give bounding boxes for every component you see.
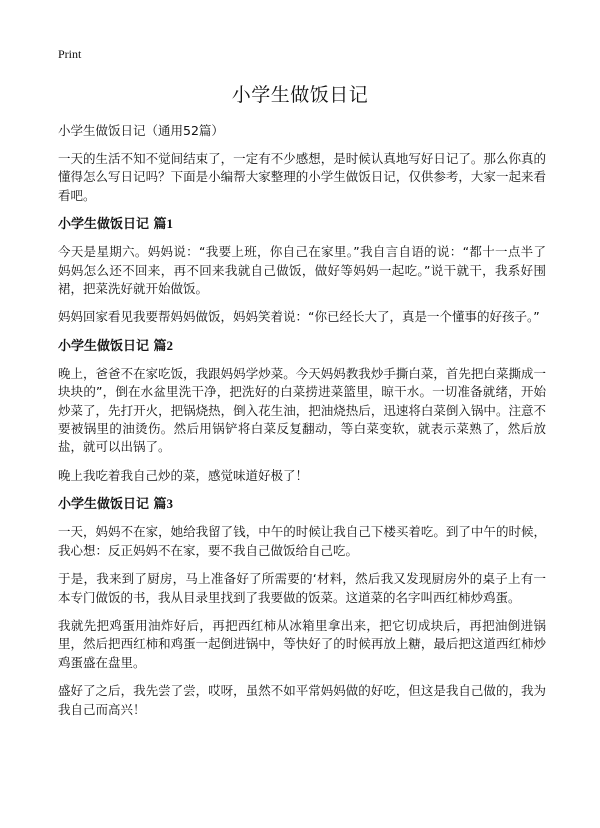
section-2-paragraph-2: 晚上我吃着我自己炒的菜，感觉味道好极了！ [58, 467, 309, 483]
section-heading-text: 小学生做饭日记 篇 [58, 217, 167, 233]
page-title: 小学生做饭日记 [231, 84, 369, 106]
section-2-paragraph-1: 晚上，爸爸不在家吃饭，我跟妈妈学炒菜。今天妈妈教我炒手撕白菜，首先把白菜撕成一块块的”，倒在水盆里洗干净，把洗好的白菜捞进菜篮里，晾干水。一切准备就绪，开始炒菜了，先打开火，把锅烧热，倒入花生油，把油烧热后，迅速将白菜倒入锅中。注意不要被锅里的油烫伤。然后用锅铲将白菜反复翻动，等白菜变软，就表示菜熟了，然后放盐，就可以出锅了。 [58, 365, 546, 455]
section-heading-2 [58, 337, 546, 356]
section-number: 3 [166, 496, 174, 512]
section-heading-text: 小学生做饭日记 篇 [58, 497, 167, 513]
section-heading-3 [58, 495, 546, 514]
article-subtitle: 小学生做饭日记（通用52篇） [58, 123, 224, 138]
section-number: 2 [166, 337, 174, 353]
section-3-paragraph-3: 我就先把鸡蛋用油炸好后，再把西红柿从冰箱里拿出来，把它切成块后，再把油倒进锅里，然后把西红柿和鸡蛋一起倒进锅中，等快好了的时候再放上糖，最后把这道西红柿炒鸡蛋盛在盘里。 [58, 617, 546, 670]
section-3-paragraph-1: 一天，妈妈不在家，她给我留了钱，中午的时候让我自己下楼买着吃。到了中午的时候，我心想：反正妈妈不在家，要不我自己做饭给自己吃。 [58, 524, 546, 558]
section-3-paragraph-4: 盛好了之后，我先尝了尝，哎呀，虽然不如平常妈妈做的好吃，但这是我自己做的，我为我自己而高兴！ [58, 683, 546, 717]
section-3-paragraph-2: 于是，我来到了厨房，马上准备好了所需要的‘材料，然后我又发现厨房外的桌子上有一本专门做饭的书，我从目录里找到了我要做的饭菜。这道菜的名字叫西红柿炒鸡蛋。 [58, 571, 546, 605]
section-heading-text: 小学生做饭日记 篇 [58, 338, 167, 354]
section-1-paragraph-1: 今天是星期六。妈妈说：“我要上班，你自己在家里。”我自言自语的说：“都十一点半了妈妈怎么还不回来，再不回来我就自己做饭，做好等妈妈一起吃。”说干就干，我系好围裙，把菜洗好就开始做饭。 [58, 244, 546, 297]
article-body [58, 122, 546, 729]
section-1-paragraph-2: 妈妈回家看见我要帮妈妈做饭，妈妈笑着说：“你已经长大了，真是一个懂事的好孩子。” [58, 309, 540, 325]
section-heading-1 [58, 215, 546, 234]
intro-paragraph: 一天的生活不知不觉间结束了，一定有不少感想，是时候认真地写好日记了。那么你真的懂得怎么写日记吗？下面是小编帮大家整理的小学生做饭日记，仅供参考，大家一起来看看吧。 [58, 151, 546, 203]
section-number: 1 [166, 216, 174, 232]
print-link[interactable]: Print [58, 47, 82, 61]
